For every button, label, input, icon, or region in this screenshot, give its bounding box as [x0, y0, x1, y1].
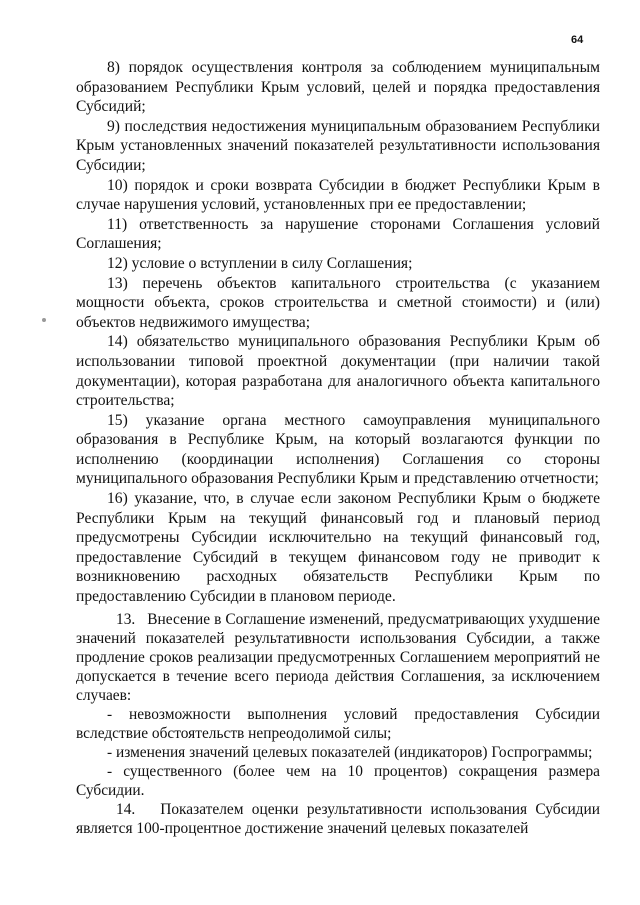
- dash-item: - изменения значений целевых показателей (индикаторов) Госпрограммы;: [107, 743, 593, 761]
- document-body: [76, 58, 600, 838]
- dash-item: - существенного (более чем на 10 процентов) сокращения размера Субсидии.: [76, 762, 600, 799]
- dash-item: - невозможности выполнения условий предоставления Субсидии вследствие обстоятельств непреодолимой силы;: [76, 705, 600, 742]
- list-item: 14) обязательство муниципального образования Республики Крым об использовании типовой проектной документации (при наличии такой документации), которая разработана для аналогичного объекта капитального строительства;: [76, 333, 600, 410]
- scan-mark: [42, 318, 46, 322]
- list-item: 9) последствия недостижения муниципальным образованием Республики Крым установленных значений показателей результативности использования Субсидии;: [76, 117, 600, 174]
- list-item: 10) порядок и сроки возврата Субсидии в бюджет Республики Крым в случае нарушения условий, установленных при ее предоставлении;: [76, 176, 600, 214]
- section-13-paragraph: 13. Внесение в Соглашение изменений, предусматривающих ухудшение значений показателей результативности использования Субсидии, а также продление сроков реализации предусмотренных Соглашением мероприятий не допускается в течение всего периода действия Соглашения, за исключением случаев:: [76, 610, 600, 704]
- list-item: 11) ответственность за нарушение сторонами Соглашения условий Соглашения;: [76, 215, 600, 253]
- list-item: 8) порядок осуществления контроля за соблюдением муниципальным образованием Республики Крым условий, целей и порядка предоставления Субсидий;: [76, 59, 600, 116]
- list-item: 15) указание органа местного самоуправления муниципального образования в Республике Крым, на который возлагаются функции по исполнению (координации исполнения) Соглашения со стороны муниципального образования Республики Крым и представлению отчетности;: [76, 411, 600, 488]
- list-item: 16) указание, что, в случае если законом Республики Крым о бюджете Республики Крым на текущий финансовый год и плановый период предусмотрены Субсидии исключительно на текущий финансовый год, предоставление Субсидий в текущем финансовом году не приводит к возникновению расходных обязательств Республики Крым по предоставлению Субсидии в плановом периоде.: [76, 490, 600, 606]
- list-item: 13) перечень объектов капитального строительства (с указанием мощности объекта, сроков строительства и сметной стоимости) и (или) объектов недвижимого имущества;: [76, 274, 600, 331]
- list-item: 12) условие о вступлении в силу Соглашения;: [107, 254, 413, 272]
- page-number: 64: [571, 34, 584, 46]
- section-14-paragraph: 14. Показателем оценки результативности использования Субсидии является 100-процентное достижение значений целевых показателей: [76, 800, 600, 837]
